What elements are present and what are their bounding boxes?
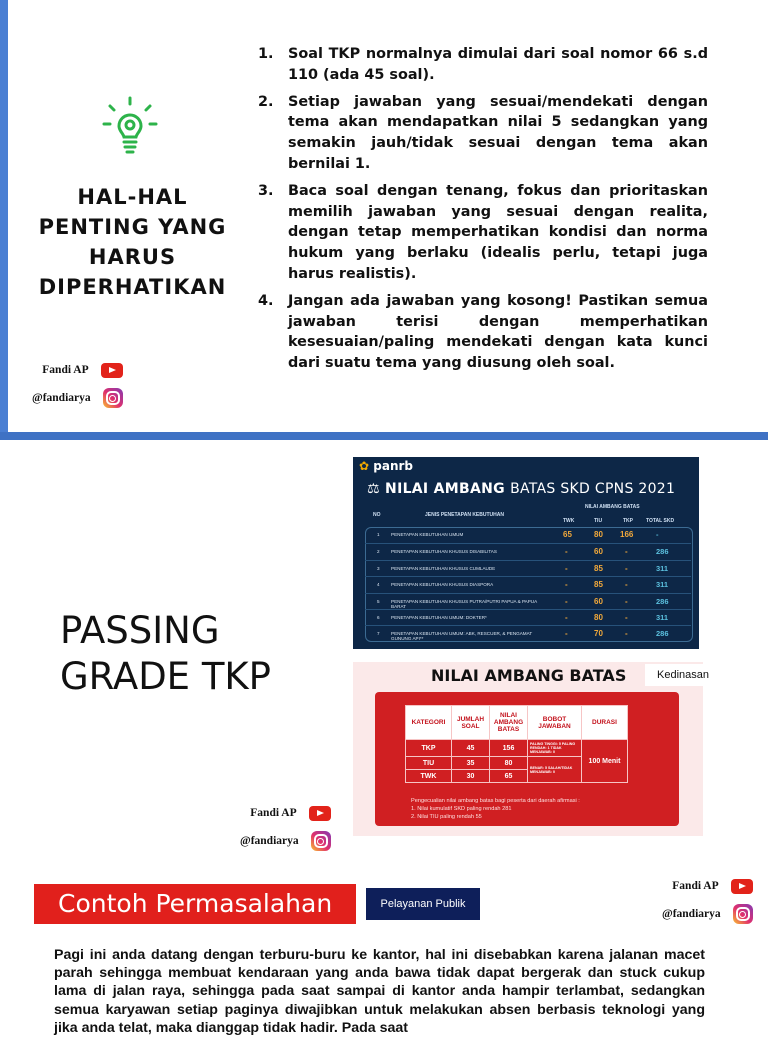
cell-bobot: BENAR: 5 SALAH/TIDAK MENJAWAB: 0: [528, 757, 582, 783]
cell-jumlah: 45: [452, 740, 490, 757]
youtube-handle: Fandi AP: [672, 880, 719, 892]
cell-twk: -: [565, 629, 568, 639]
title-bold: NILAI AMBANG: [385, 481, 505, 497]
cell-twk: -: [565, 563, 568, 573]
cpns-threshold-table: [353, 457, 699, 649]
col-header: KATEGORI: [406, 706, 452, 740]
cell-no: 4: [377, 582, 380, 588]
instagram-handle: @fandiarya: [32, 392, 91, 404]
cell-tkp: 166: [620, 530, 634, 539]
list-item: [258, 291, 708, 374]
list-number: 4.: [258, 292, 274, 309]
instagram-link[interactable]: [662, 904, 753, 924]
instagram-icon: [103, 388, 123, 408]
list-number: 2.: [258, 93, 274, 110]
social-links: [662, 876, 753, 924]
youtube-link[interactable]: [672, 876, 752, 896]
col-header: NILAI AMBANG BATAS: [490, 706, 528, 740]
cell-kategori: TWK: [406, 770, 452, 783]
youtube-link[interactable]: [250, 803, 330, 823]
cell-twk: -: [565, 547, 568, 557]
col-header-tiu: TIU: [594, 518, 603, 524]
list-number: 3.: [258, 182, 274, 199]
cell-name: PENETAPAN KEBUTUHAN KHUSUS DIASPORA: [391, 582, 494, 588]
table-row: [365, 576, 691, 592]
slide-title: HAL-HAL PENTING YANG HARUS DIPERHATIKAN: [38, 185, 227, 299]
category-tag: Pelayanan Publik: [366, 888, 480, 920]
cell-name: PENETAPAN KEBUTUHAN KHUSUS CUMLAUDE: [391, 565, 496, 571]
cell-tiu: 80: [594, 530, 603, 539]
list-text: Baca soal dengan tenang, fokus dan prioritaskan memilih jawaban yang sesuai dengan realita, dengan tetap memperhatikan kondisi dan norma hukum yang berlaku (idealis perlu, tetapi juga harus realistis).: [288, 182, 708, 282]
table-row: [365, 543, 691, 559]
table-row: [365, 560, 691, 576]
cell-total: 311: [656, 580, 669, 590]
cell-name: PENETAPAN KEBUTUHAN UMUM: ABK, RESCUER, & PENGAMAT GUNUNG API**: [391, 631, 533, 642]
cell-tkp: -: [625, 596, 628, 606]
list-number: 1.: [258, 46, 274, 62]
instagram-icon: [311, 831, 331, 851]
cell-total: 286: [656, 596, 669, 606]
section-heading: Contoh Permasalahan: [34, 884, 356, 924]
cell-name: PENETAPAN KEBUTUHAN KHUSUS PUTRA/PUTRI PAPUA & PAPUA BARAT: [391, 598, 537, 609]
tips-list: [258, 44, 708, 380]
cell-no: 2: [377, 549, 380, 555]
exception-note: [411, 797, 580, 821]
col-header-twk: TWK: [563, 518, 575, 524]
youtube-icon: [101, 363, 123, 378]
cell-tkp: -: [625, 563, 628, 573]
cell-twk: -: [565, 596, 568, 606]
title-line: PASSING: [60, 609, 220, 652]
youtube-icon: [309, 806, 331, 821]
cell-tiu: 70: [594, 629, 603, 639]
lightbulb-gear-icon: [102, 96, 158, 156]
cell-nilai: 65: [490, 770, 528, 783]
problem-paragraph: Pagi ini anda datang dengan terburu-buru ke kantor, hal ini disebabkan karena jalanan macet parah sehingga membuat kendaraan yang anda bawa tidak dapat bergerak dan stuck cukup lama di jalan raya, sehingga pada saat sampai di kantor anda hampir terlambat, sedangkan semua karyawan setiap paginya diwajibkan untuk melakukan absen berbasis teknologi yang jika anda telat, maka dianggap tidak hadir. Pada saat: [54, 947, 705, 1036]
slide-left-accent-bar: [0, 0, 8, 432]
cell-tkp: -: [625, 580, 628, 590]
cell-tiu: 80: [594, 612, 603, 622]
cell-total: 311: [656, 563, 669, 573]
cell-twk: -: [565, 580, 568, 590]
cell-twk: -: [565, 612, 568, 622]
col-header: JUMLAH SOAL: [452, 706, 490, 740]
list-text: Soal TKP normalnya dimulai dari soal nomor 66 s.d 110 (ada 45 soal).: [288, 46, 708, 83]
col-header-tkp: TKP: [623, 518, 633, 524]
cell-total: 286: [656, 629, 669, 639]
kedinasan-threshold-card: [353, 662, 709, 836]
cell-kategori: TKP: [406, 740, 452, 757]
list-item: [258, 44, 708, 86]
table-row: [365, 609, 691, 625]
cell-no: 7: [377, 631, 380, 637]
slide-title: [60, 608, 271, 700]
cell-tkp: -: [625, 629, 628, 639]
cell-tiu: 60: [594, 596, 603, 606]
slide-tips: [0, 0, 768, 432]
instagram-icon: [733, 904, 753, 924]
instagram-link[interactable]: [32, 388, 123, 408]
note-line: 2. Nilai TIU paling rendah 55: [411, 814, 482, 820]
col-header-jenis: JENIS PENETAPAN KEBUTUHAN: [425, 512, 504, 518]
kedinasan-tag: Kedinasan: [645, 664, 725, 686]
logo-text: panrb: [373, 459, 413, 473]
cell-no: 5: [377, 598, 380, 604]
cell-kategori: TIU: [406, 757, 452, 770]
cell-tiu: 85: [594, 563, 603, 573]
col-header-total: TOTAL SKD: [646, 518, 675, 524]
title-line: GRADE TKP: [60, 655, 271, 698]
table-row: [365, 527, 691, 543]
list-item: [258, 92, 708, 175]
social-links: [32, 360, 123, 408]
cell-no: 3: [377, 565, 380, 571]
cell-tkp: -: [625, 612, 628, 622]
cell-total: 286: [656, 547, 669, 557]
col-header: BOBOT JAWABAN: [528, 706, 582, 740]
cell-name: PENETAPAN KEBUTUHAN UMUM: [391, 532, 464, 537]
col-header-no: NO: [373, 512, 381, 518]
title-rest: BATAS SKD CPNS 2021: [510, 481, 676, 497]
instagram-handle: @fandiarya: [240, 835, 299, 847]
list-text: Setiap jawaban yang sesuai/mendekati dengan tema akan mendapatkan nilai 5 sedangkan yang semakin jauh/tidak sesuai dengan tema akan bernilai 1.: [288, 93, 708, 172]
cell-bobot: PALING TINGGI: 5 PALING RENDAH: 1 TIDAK MENJAWAB: 0: [528, 740, 582, 757]
cell-nilai: 80: [490, 757, 528, 770]
list-item: [258, 181, 708, 285]
cpns-table-title: ⚖ NILAI AMBANG BATAS SKD CPNS 2021: [367, 481, 676, 497]
youtube-icon: [731, 879, 753, 894]
group-header: NILAI AMBANG BATAS: [585, 504, 640, 510]
table-body: [365, 527, 691, 642]
cell-name: PENETAPAN KEBUTUHAN KHUSUS DISABILITAS: [391, 549, 497, 555]
list-text: Jangan ada jawaban yang kosong! Pastikan semua jawaban terisi dengan memperhatikan kesesuaian/paling mendekati dengan kata kunci dari suatu tema yang diusung oleh soal.: [288, 292, 708, 372]
youtube-link[interactable]: [42, 360, 122, 380]
youtube-handle: Fandi AP: [250, 807, 297, 819]
table-row: [365, 593, 691, 609]
cell-total: -: [656, 530, 659, 539]
cell-total: 311: [656, 612, 669, 622]
cell-tiu: 60: [594, 547, 603, 557]
table-row: [406, 740, 628, 757]
cell-durasi: 100 Menit: [582, 740, 628, 783]
cell-twk: 65: [563, 530, 572, 539]
cell-name: PENETAPAN KEBUTUHAN UMUM: DOKTER*: [391, 614, 487, 620]
cell-no: 6: [377, 614, 380, 620]
slide-divider-bar: [0, 432, 768, 440]
note-title: Pengecualian nilai ambang batas bagi peserta dari daerah afirmasi :: [411, 798, 580, 804]
cell-jumlah: 30: [452, 770, 490, 783]
kedinasan-panel: [375, 692, 679, 826]
panrb-logo: ✿ panrb: [359, 459, 413, 473]
social-links: [240, 803, 331, 851]
cell-tiu: 85: [594, 580, 603, 590]
cell-jumlah: 35: [452, 757, 490, 770]
instagram-handle: @fandiarya: [662, 908, 721, 920]
col-header: DURASI: [582, 706, 628, 740]
cell-no: 1: [377, 532, 380, 537]
note-line: 1. Nilai kumulatif SKD paling rendah 281: [411, 806, 512, 812]
kedinasan-table: [405, 705, 628, 783]
kedinasan-title: NILAI AMBANG BATAS: [431, 666, 627, 685]
table-row: [365, 625, 691, 641]
youtube-handle: Fandi AP: [42, 364, 89, 376]
instagram-link[interactable]: [240, 831, 331, 851]
cell-tkp: -: [625, 547, 628, 557]
cell-nilai: 156: [490, 740, 528, 757]
